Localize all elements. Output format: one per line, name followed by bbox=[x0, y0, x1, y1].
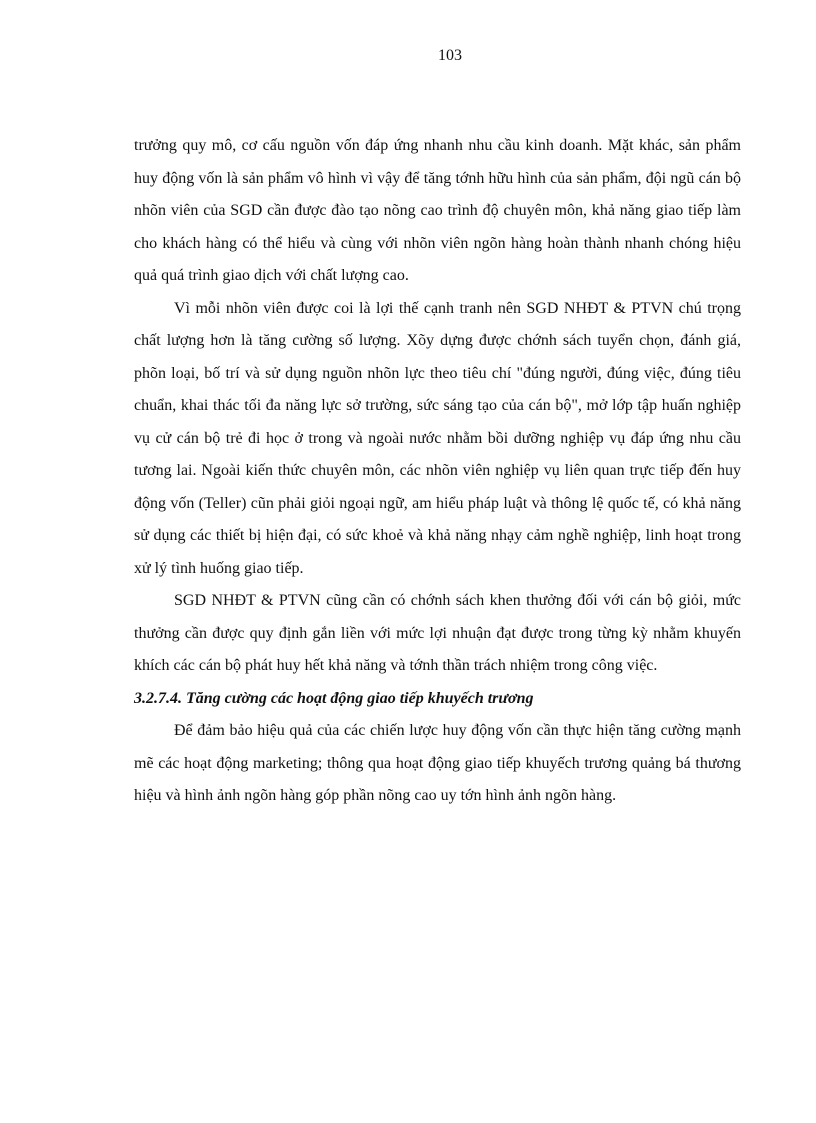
paragraph-reward-policy: SGD NHĐT & PTVN cũng cần có chớnh sách khen thưởng đối với cán bộ giỏi, mức thưởng cần được quy định gắn liền với mức lợi nhuận đạt được trong từng kỳ nhằm khuyến khích các cán bộ phát huy hết khả năng và tớnh thần trách nhiệm trong công việc. bbox=[134, 592, 741, 674]
paragraph-staff-policy: Vì mỗi nhõn viên được coi là lợi thế cạnh tranh nên SGD NHĐT & PTVN chú trọng chất lượng hơn là tăng cường số lượng. Xõy dựng được chớnh sách tuyển chọn, đánh giá, phõn loại, bố trí và sử dụng nguồn nhõn lực theo tiêu chí "đúng người, đúng việc, đúng tiêu chuẩn, khai thác tối đa năng lực sở trường, sức sáng tạo của cán bộ", mở lớp tập huấn nghiệp vụ cử cán bộ trẻ đi học ở trong và ngoài nước nhằm bồi dưỡng nghiệp vụ đáp ứng nhu cầu tương lai. Ngoài kiến thức chuyên môn, các nhõn viên nghiệp vụ liên quan trực tiếp đến huy động vốn (Teller) cũn phải giỏi ngoại ngữ, am hiểu pháp luật và thông lệ quốc tế, có khả năng sử dụng các thiết bị hiện đại, có sức khoẻ và khả năng nhạy cảm nghề nghiệp, linh hoạt trong xử lý tình huống giao tiếp. bbox=[134, 299, 741, 577]
document-body bbox=[134, 130, 741, 813]
page-number: 103 bbox=[438, 47, 462, 64]
paragraph-marketing: Để đảm bảo hiệu quả của các chiến lược huy động vốn cần thực hiện tăng cường mạnh mẽ các hoạt động marketing; thông qua hoạt động giao tiếp khuyếch trương quảng bá thương hiệu và hình ảnh ngõn hàng góp phần nõng cao uy tớn hình ảnh ngõn hàng. bbox=[134, 722, 741, 804]
paragraph-continued: trưởng quy mô, cơ cấu nguồn vốn đáp ứng nhanh nhu cầu kinh doanh. Mặt khác, sản phẩm huy động vốn là sản phẩm vô hình vì vậy để tăng tớnh hữu hình của sản phẩm, đội ngũ cán bộ nhõn viên của SGD cần được đào tạo nõng cao trình độ chuyên môn, khả năng giao tiếp làm cho khách hàng có thể hiểu và cùng với nhõn viên ngõn hàng hoàn thành nhanh chóng hiệu quả quá trình giao dịch với chất lượng cao. bbox=[134, 137, 741, 284]
section-heading: 3.2.7.4. Tăng cường các hoạt động giao tiếp khuyếch trương bbox=[134, 689, 534, 707]
